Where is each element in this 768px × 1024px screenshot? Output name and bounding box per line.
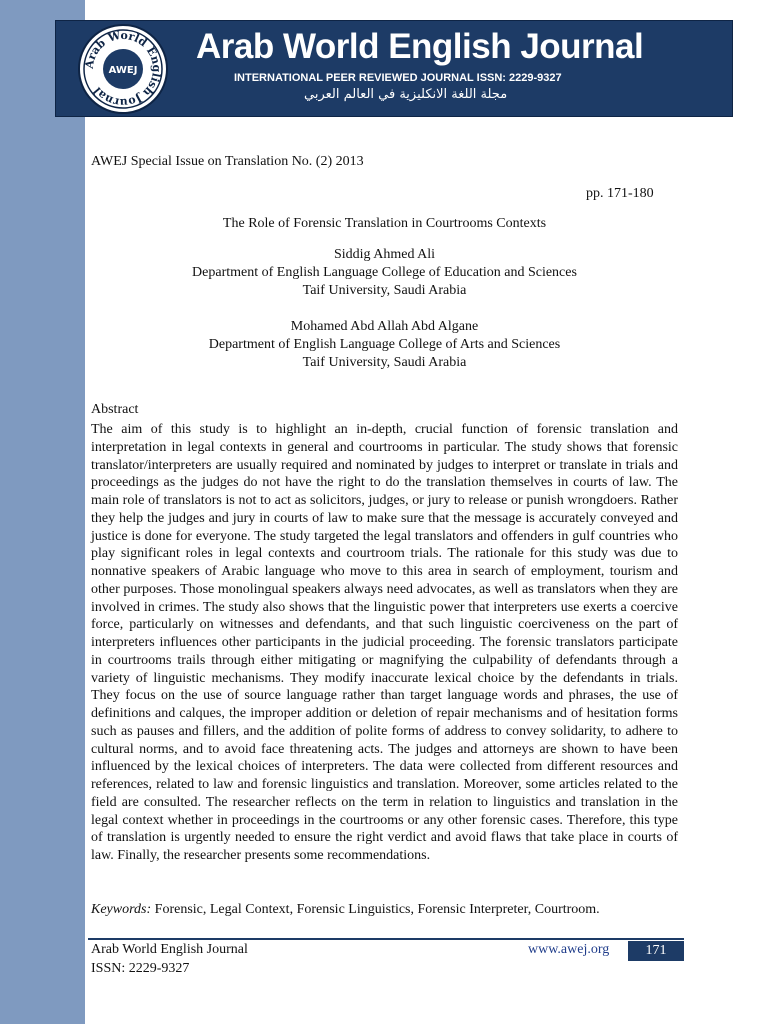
logo-emblem-icon bbox=[80, 26, 166, 112]
keywords-label: Keywords: bbox=[91, 902, 152, 917]
author1-name: Siddig Ahmed Ali bbox=[333, 247, 436, 262]
side-band bbox=[0, 0, 85, 1024]
journal-title: Arab World English Journal bbox=[196, 27, 644, 66]
page-range: pp. 171-180 bbox=[586, 186, 654, 201]
abstract-heading: Abstract bbox=[91, 402, 139, 417]
author1-department: Department of English Language College of Education and Sciences bbox=[192, 265, 577, 280]
author2-name: Mohamed Abd Allah Abd Algane bbox=[290, 319, 479, 334]
footer-page-number: 171 bbox=[628, 941, 684, 961]
logo-ring-text: Arab World English Journal bbox=[82, 28, 164, 110]
footer-divider bbox=[88, 938, 684, 940]
author1-university: Taif University, Saudi Arabia bbox=[302, 283, 467, 298]
footer-issn: ISSN: 2229-9327 bbox=[91, 961, 190, 976]
journal-header bbox=[55, 20, 733, 117]
author2-department: Department of English Language College of Arts and Sciences bbox=[208, 337, 561, 352]
paper-title: The Role of Forensic Translation in Courtrooms Contexts bbox=[222, 216, 547, 231]
journal-subtitle: INTERNATIONAL PEER REVIEWED JOURNAL ISSN: 2229-9327 bbox=[234, 72, 562, 84]
journal-logo bbox=[78, 24, 168, 114]
keywords-line bbox=[91, 902, 600, 918]
keywords-list: Forensic, Legal Context, Forensic Linguistics, Forensic Interpreter, Courtroom. bbox=[151, 902, 600, 917]
footer-website-link[interactable]: www.awej.org bbox=[528, 942, 610, 957]
journal-arabic-title: مجلة اللغة الانكليزية في العالم العربي bbox=[304, 87, 508, 102]
issue-line: AWEJ Special Issue on Translation No. (2) 2013 bbox=[91, 154, 364, 169]
logo-center-text: AWEJ bbox=[108, 65, 138, 76]
footer-journal-name: Arab World English Journal bbox=[91, 942, 248, 957]
abstract-body: The aim of this study is to highlight an in-depth, crucial function of forensic translation and interpretation in legal contexts in general and courtrooms in particular. The study shows that forensic translator/interpreters are usually required and nominated by judges to interpret or translate in trials and proceedings as the judges do not have the right to do the translation themselves in courts of law. The main role of translators is not to act as solicitors, judges, or jury to release or punish wrongdoers. Rather they help the judges and jury in courts of law to make sure that the message is accurately conveyed and justice is done for everyone. The study targeted the legal translators and offenders in gulf countries who play significant roles in legal contexts and courtroom trials. The rationale for this study was due to nonnative speakers of Arabic language who move to this area in search of employment, tourism and other purposes. Those monolingual speakers always need advocates, as well as translators when they are involved in crimes. The study also shows that the linguistic power that interpreters use exerts a coercive force, particularly on witnesses and defendants, and that such linguistic coerciveness on the part of interpreters influences other participants in the judicial proceeding. The forensic translators participate in courtrooms trails through either mitigating or magnifying the culpability of defendants through a variety of linguistic mechanisms. They modify inaccurate lexical choice by the defendants in trials. They focus on the use of source language rather than target language words and phrases, the use of definitions and calques, the improper addition or deletion of repair mechanisms and of hesitation forms such as pauses and fillers, and the addition of polite forms of address to convey solidarity, to adhere to cultural norms, and to avoid face threatening acts. The judges and attorneys are shown to have been influenced by the lexical choices of interpreters. The data were collected from different resources and references, related to law and forensic linguistics and translation. Moreover, some articles related to the field are consulted. The researcher reflects on the term in relation to linguistics and translation in the legal context whether in proceedings in the courtrooms or any other forensic cases. Therefore, this type of translation is urgently needed to ensure the right verdict and avoid flaws that take place in courts of law. Finally, the researcher presents some recommendations. bbox=[91, 422, 678, 863]
author2-university: Taif University, Saudi Arabia bbox=[302, 355, 467, 370]
